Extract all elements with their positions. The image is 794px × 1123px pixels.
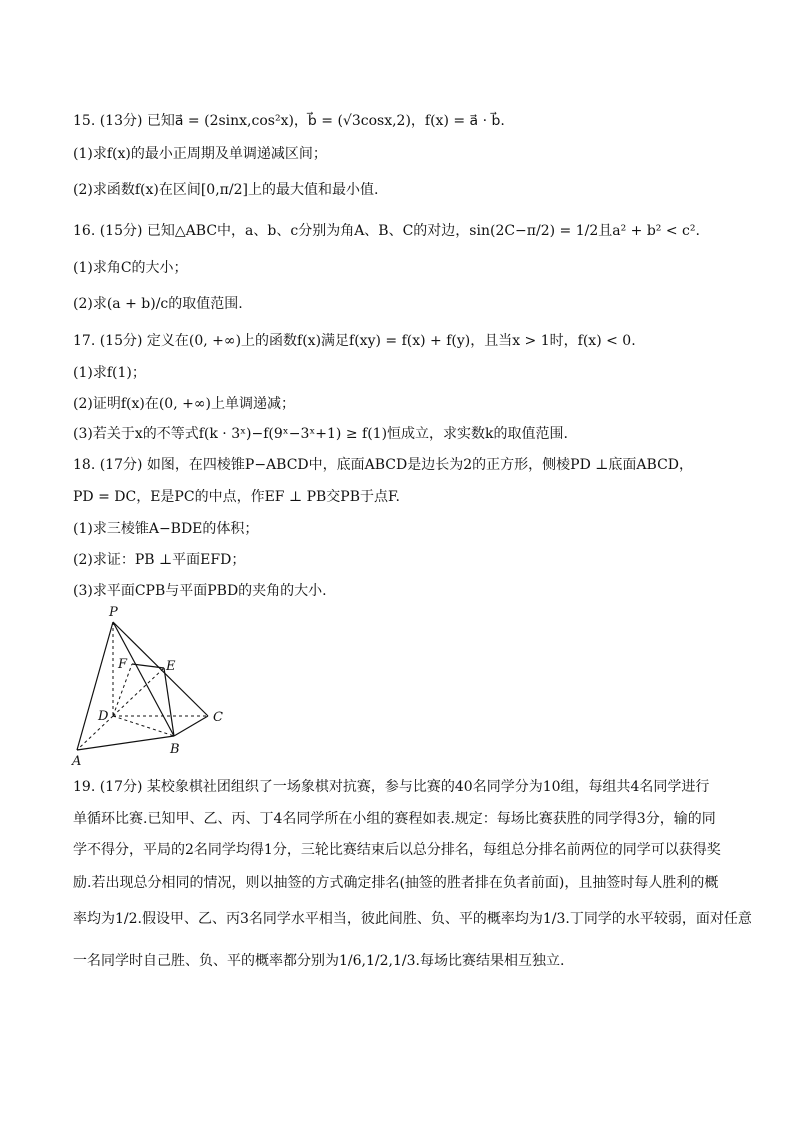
q15-part2: (2)求函数f(x)在区间[0,π/2]上的最大值和最小值. [73, 182, 379, 198]
edge-PB [113, 622, 174, 736]
pyramid-figure [70, 602, 230, 770]
label-A: A [72, 754, 82, 769]
q19-line3: 学不得分，平局的2名同学均得1分，三轮比赛结束后以总分排名，每组总分排名前两位的同学可以获得奖 [73, 842, 721, 858]
q18-stem: 18. (17分) 如图，在四棱锥P−ABCD中，底面ABCD是边长为2的正方形，侧棱PD ⊥底面ABCD， [73, 457, 694, 473]
label-E: E [166, 659, 176, 674]
q18-stem2: PD = DC，E是PC的中点，作EF ⊥ PB交PB于点F. [73, 489, 400, 505]
q15-stem: 15. (13分) 已知a⃗ = (2sinx,cos²x)，b⃗ = (√3cosx,2)，f(x) = a⃗ · b⃗. [73, 113, 505, 129]
edge-DE [113, 668, 164, 716]
label-D: D [98, 709, 109, 724]
q19-line4: 励.若出现总分相同的情况，则以抽签的方式确定排名(抽签的胜者排在负者前面)，且抽签时每人胜利的概 [73, 875, 719, 891]
q19-line6: 一名同学时自己胜、负、平的概率都分别为1/6,1/2,1/3.每场比赛结果相互独立. [73, 953, 565, 969]
edge-PC [113, 622, 208, 716]
q17-part1: (1)求f(1)； [73, 365, 146, 381]
q16-part2: (2)求(a + b)/c的取值范围. [73, 296, 243, 312]
q18-part2: (2)求证：PB ⊥平面EFD； [73, 552, 246, 568]
label-P: P [109, 605, 118, 620]
edge-PA [77, 622, 113, 750]
q15-part1: (1)求f(x)的最小正周期及单调递减区间； [73, 146, 327, 162]
q18-part3: (3)求平面CPB与平面PBD的夹角的大小. [73, 583, 327, 599]
q16-part1: (1)求角C的大小； [73, 260, 188, 276]
q19-line1: 19. (17分) 某校象棋社团组织了一场象棋对抗赛，参与比赛的40名同学分为10组，每组共4名同学进行 [73, 779, 710, 795]
edge-AB [77, 736, 174, 750]
q17-part3: (3)若关于x的不等式f(k · 3ˣ)−f(9ˣ−3ˣ+1) ≥ f(1)恒成立，求实数k的取值范围. [73, 426, 568, 442]
label-B: B [170, 742, 180, 757]
edge-BC [174, 716, 208, 736]
q19-line2: 单循环比赛.已知甲、乙、丙、丁4名同学所在小组的赛程如表.规定：每场比赛获胜的同学得3分，输的同 [73, 811, 716, 827]
q18-part1: (1)求三棱锥A−BDE的体积； [73, 521, 259, 537]
q17-part2: (2)证明f(x)在(0, +∞)上单调递减； [73, 396, 295, 412]
label-C: C [213, 710, 223, 725]
q19-line5: 率均为1/2.假设甲、乙、丙3名同学水平相当，彼此间胜、负、平的概率均为1/3.丁同学的水平较弱，面对任意 [73, 911, 752, 927]
label-F: F [118, 657, 128, 672]
q16-stem: 16. (15分) 已知△ABC中，a、b、c分别为角A、B、C的对边，sin(2C−π/2) = 1/2且a² + b² < c². [73, 223, 700, 239]
q17-stem: 17. (15分) 定义在(0, +∞)上的函数f(x)满足f(xy) = f(x) + f(y)，且当x > 1时，f(x) < 0. [73, 333, 636, 349]
